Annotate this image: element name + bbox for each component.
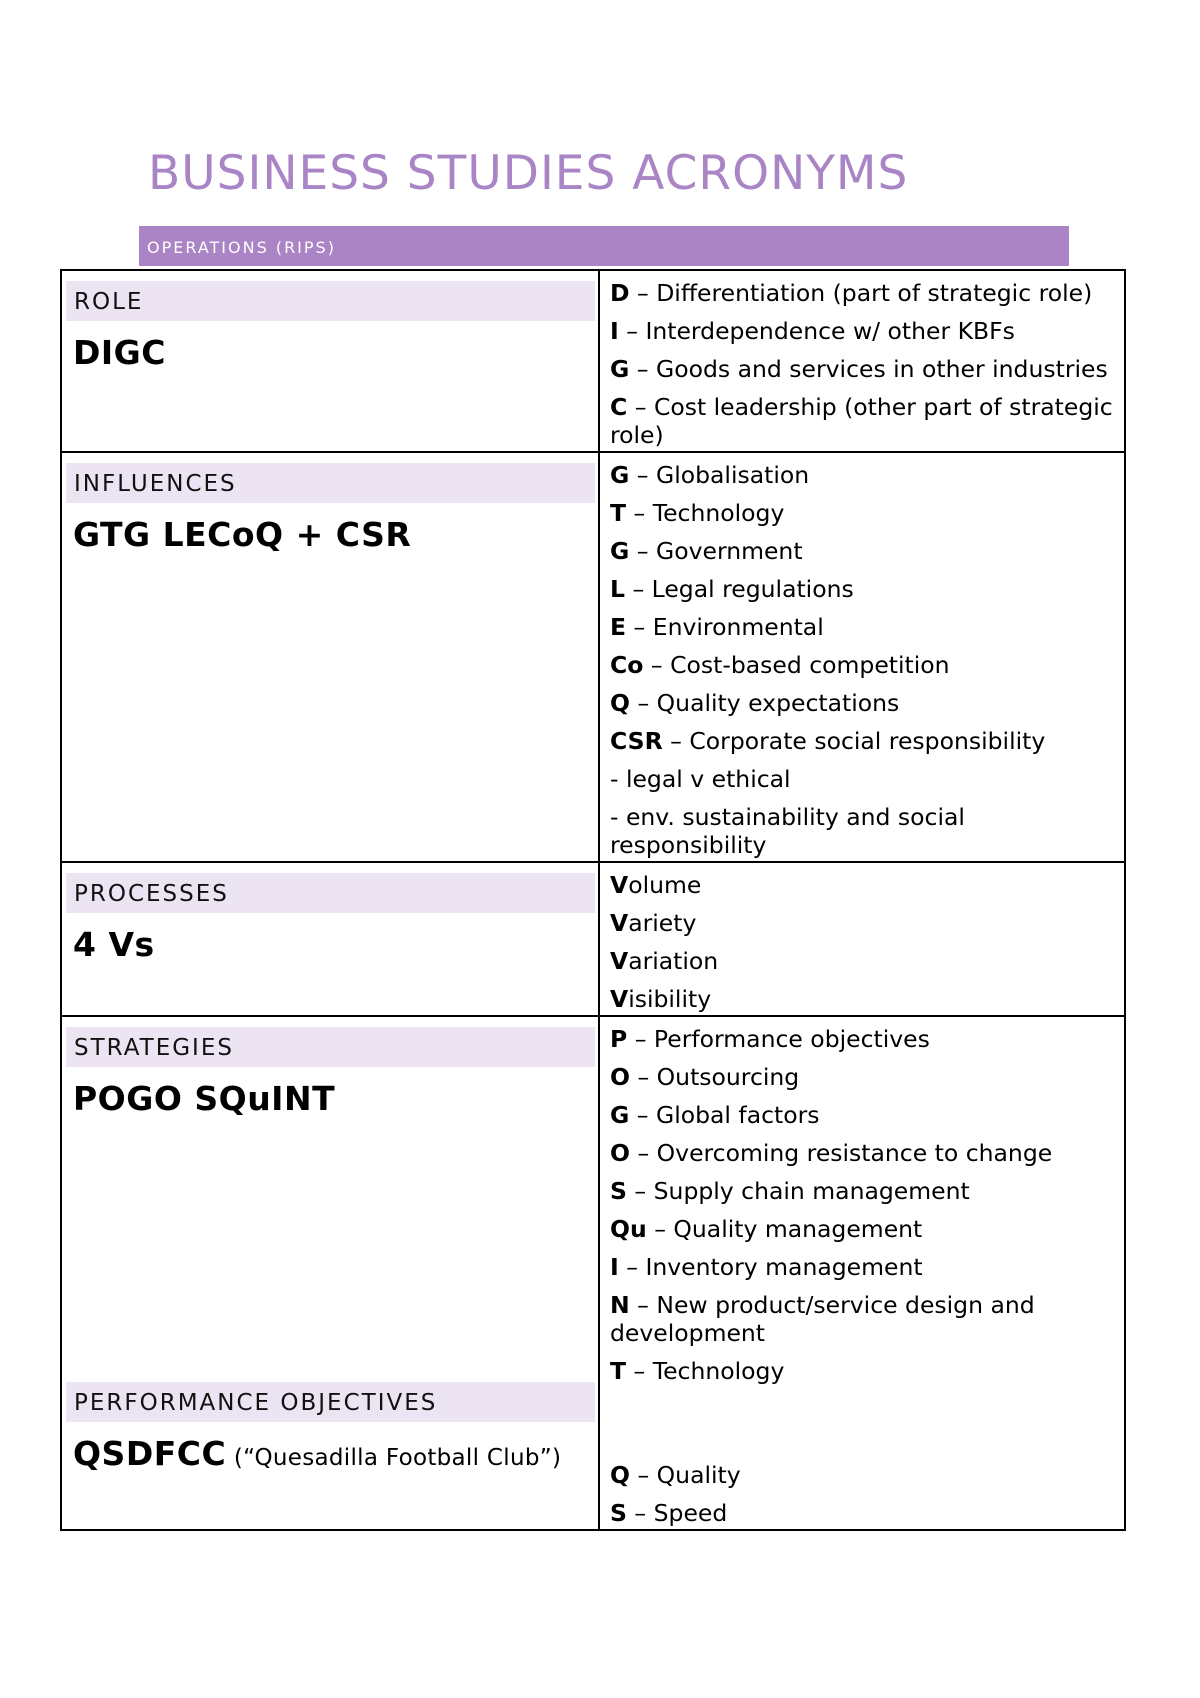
list-item: Variety — [610, 909, 697, 937]
list-item: C – Cost leadership (other part of strategic role) — [610, 393, 1113, 449]
cell-spacer — [66, 1118, 595, 1382]
cell-spacer — [610, 1395, 1118, 1461]
processes-items — [599, 862, 1125, 1016]
list-item: Co – Cost-based competition — [610, 651, 950, 679]
influences-items — [599, 452, 1125, 862]
list-item: G – Goods and services in other industries — [610, 355, 1108, 383]
strategies-items — [599, 1016, 1125, 1530]
influences-left-cell — [61, 452, 599, 862]
list-item: T – Technology — [610, 1357, 785, 1385]
list-item: O – Outsourcing — [610, 1063, 800, 1091]
role-heading: ROLE — [66, 281, 595, 321]
list-item: S – Supply chain management — [610, 1177, 970, 1205]
role-items — [599, 270, 1125, 452]
processes-left-cell — [61, 862, 599, 1016]
role-acronym: DIGC — [73, 333, 166, 372]
influences-heading: INFLUENCES — [66, 463, 595, 503]
list-item: - legal v ethical — [610, 765, 791, 793]
list-item: Volume — [610, 871, 702, 899]
influences-acronym: GTG LECoQ + CSR — [73, 515, 412, 554]
list-item: G – Globalisation — [610, 461, 810, 489]
list-item: D – Differentiation (part of strategic role) — [610, 279, 1093, 307]
performance-objectives-code: QSDFCC — [73, 1434, 227, 1473]
list-item: Qu – Quality management — [610, 1215, 923, 1243]
list-item: T – Technology — [610, 499, 785, 527]
list-item: I – Inventory management — [610, 1253, 923, 1281]
list-item: Q – Quality — [610, 1461, 741, 1489]
list-item: CSR – Corporate social responsibility — [610, 727, 1046, 755]
list-item: I – Interdependence w/ other KBFs — [610, 317, 1015, 345]
list-item: L – Legal regulations — [610, 575, 854, 603]
list-item: E – Environmental — [610, 613, 824, 641]
influences-row — [61, 452, 1125, 862]
processes-acronym: 4 Vs — [73, 925, 155, 964]
strategies-heading: STRATEGIES — [66, 1027, 595, 1067]
list-item: O – Overcoming resistance to change — [610, 1139, 1053, 1167]
strategies-row — [61, 1016, 1125, 1530]
list-item: - env. sustainability and social responsibility — [610, 803, 965, 859]
list-item: P – Performance objectives — [610, 1025, 930, 1053]
document-title: BUSINESS STUDIES ACRONYMS — [148, 146, 909, 201]
processes-heading: PROCESSES — [66, 873, 595, 913]
list-item: N – New product/service design and development — [610, 1291, 1035, 1347]
performance-objectives-note: (“Quesadilla Football Club”) — [226, 1445, 562, 1471]
strategies-acronym: POGO SQuINT — [73, 1079, 336, 1118]
acronyms-table — [60, 269, 1126, 1531]
list-item: Visibility — [610, 985, 712, 1013]
performance-objectives-heading: PERFORMANCE OBJECTIVES — [66, 1382, 595, 1422]
list-item: Q – Quality expectations — [610, 689, 900, 717]
processes-row — [61, 862, 1125, 1016]
strategies-left-cell — [61, 1016, 599, 1530]
section-heading-bar: OPERATIONS (RIPS) — [139, 226, 1069, 266]
list-item: G – Government — [610, 537, 803, 565]
list-item: S – Speed — [610, 1499, 728, 1527]
role-left-cell — [61, 270, 599, 452]
list-item: G – Global factors — [610, 1101, 820, 1129]
role-row — [61, 270, 1125, 452]
performance-objectives-acronym — [66, 1422, 595, 1473]
list-item: Variation — [610, 947, 719, 975]
